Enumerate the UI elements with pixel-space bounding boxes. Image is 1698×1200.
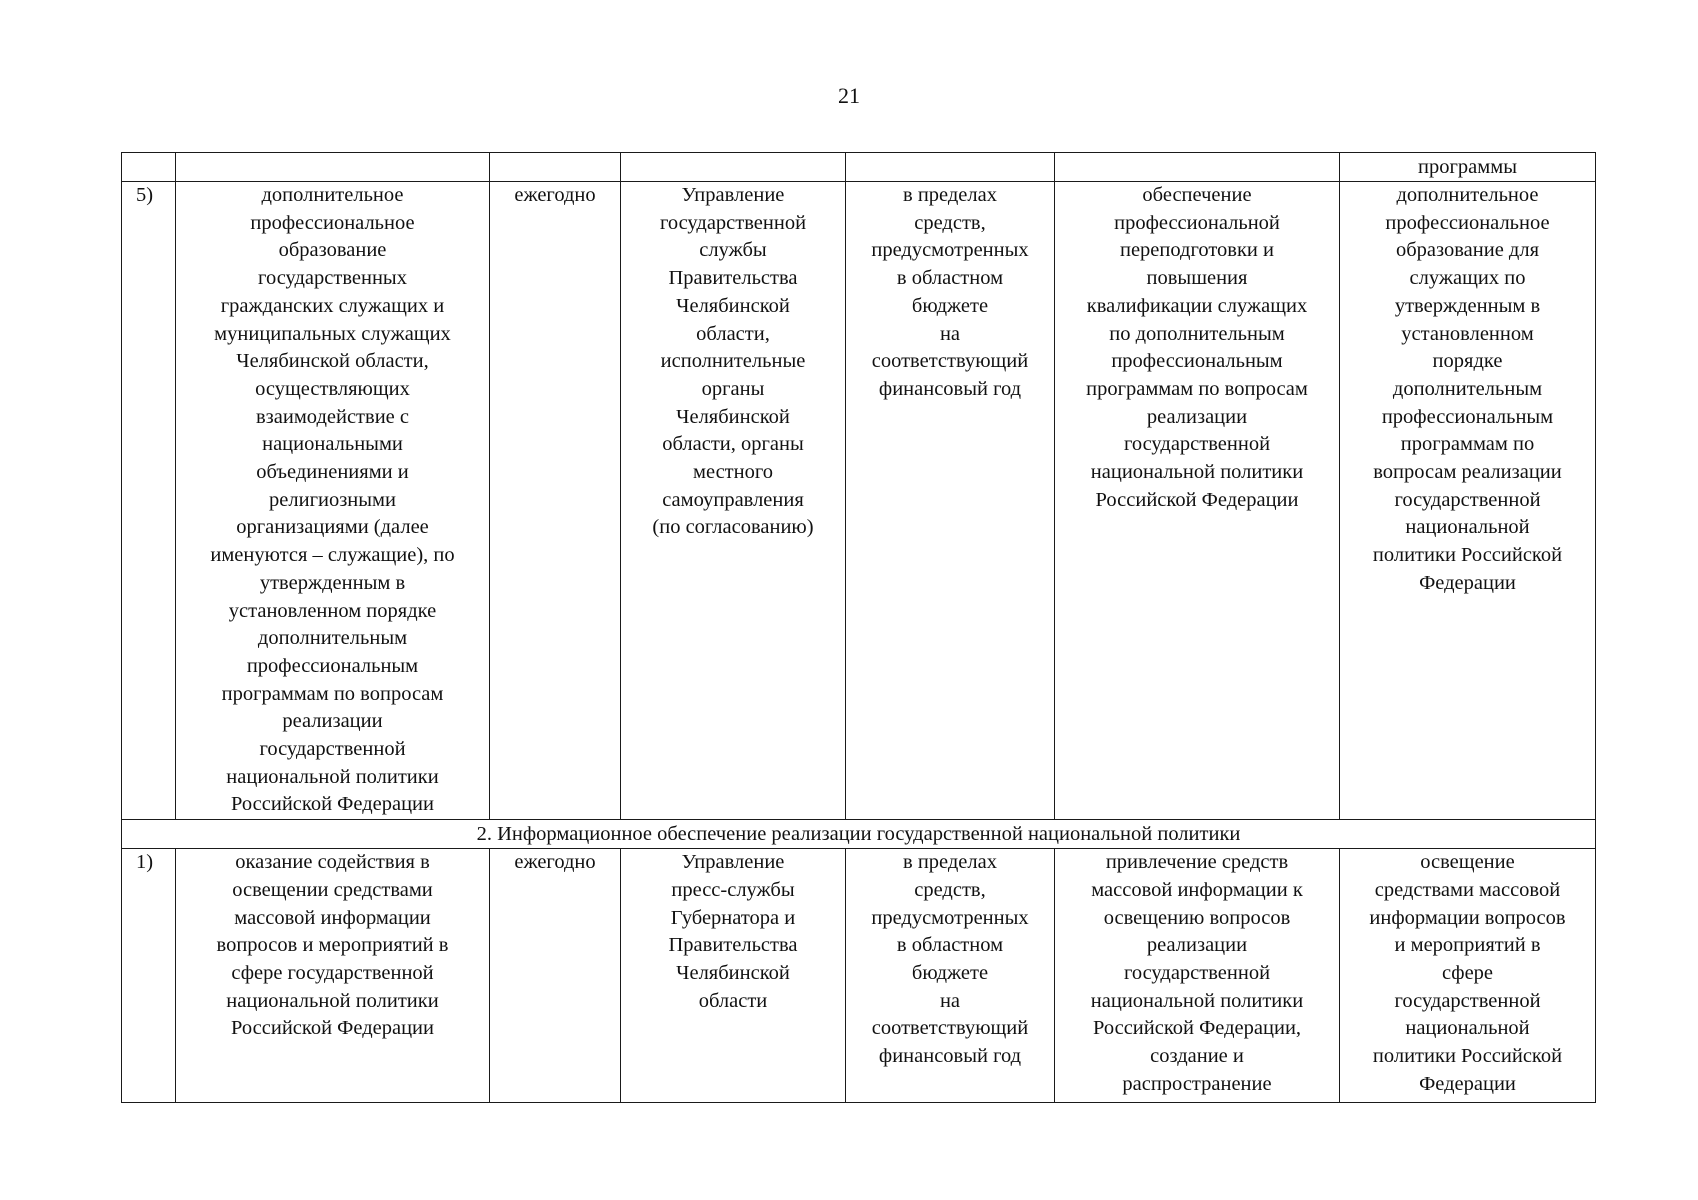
cell-text-line: Правительства bbox=[668, 934, 798, 957]
cell-text-line: образование bbox=[278, 239, 387, 262]
cell-text-line: повышения bbox=[1146, 267, 1248, 290]
cell-text-line: самоуправления bbox=[662, 488, 804, 511]
cell-text-line: финансовый год bbox=[878, 1045, 1022, 1068]
cell-text-line: осуществляющих bbox=[255, 377, 410, 400]
cell-number: 1) bbox=[122, 849, 176, 1103]
cell-text-line: профессиональное bbox=[1385, 211, 1550, 234]
cell-text-line: взаимодействие с bbox=[255, 405, 409, 428]
cell-text-line: по дополнительным bbox=[1109, 322, 1285, 345]
cell-term bbox=[490, 849, 621, 1103]
cell-text-line: порядке bbox=[1432, 350, 1503, 373]
cell-text-line: профессиональным bbox=[246, 654, 419, 677]
cell-text-line: служащих по bbox=[1409, 267, 1526, 290]
cell-text-line: профессиональное bbox=[250, 211, 415, 234]
cell-text-line: Российской Федерации bbox=[231, 1017, 434, 1040]
cell-indicator: программы bbox=[1340, 153, 1596, 182]
cell-text-line: государственной bbox=[1394, 989, 1541, 1012]
cell-text-line: оказание содействия в bbox=[235, 851, 430, 874]
section-title: 2. Информационное обеспечение реализации государственной национальной политики bbox=[122, 820, 1596, 849]
cell-result bbox=[1055, 849, 1340, 1103]
cell-text-line: средствами массовой bbox=[1374, 878, 1561, 901]
cell-text-line: бюджете bbox=[911, 294, 989, 317]
cell-text-line: пресс-службы bbox=[671, 878, 795, 901]
cell-text-line: освещение bbox=[1420, 851, 1515, 874]
cell-text-line: объединениями и bbox=[256, 461, 409, 484]
cell-text-line: дополнительным bbox=[257, 627, 408, 650]
cell-text-line: дополнительным bbox=[1392, 377, 1543, 400]
cell-text-line: Российской Федерации, bbox=[1092, 1017, 1302, 1040]
cell-text-line: на bbox=[939, 989, 961, 1012]
cell-measure bbox=[176, 182, 490, 820]
cell-text-line: освещению вопросов bbox=[1103, 906, 1291, 929]
cell-text-line: национальной политики bbox=[226, 765, 439, 788]
cell-indicator bbox=[1340, 182, 1596, 820]
cell-text-line: национальной bbox=[1405, 1017, 1530, 1040]
cell-text-line: бюджете bbox=[911, 961, 989, 984]
cell-text-line: Управление bbox=[681, 851, 785, 874]
cell-text-line: реализации bbox=[1146, 934, 1248, 957]
cell-text-line: дополнительное bbox=[261, 184, 404, 206]
cell-measure bbox=[176, 849, 490, 1103]
cell-text-line: национальной политики bbox=[226, 989, 439, 1012]
cell-executor bbox=[621, 849, 846, 1103]
cell-result bbox=[1055, 153, 1340, 182]
cell-executor bbox=[621, 153, 846, 182]
cell-text-line: сфере государственной bbox=[231, 961, 434, 984]
cell-text-line: финансовый год bbox=[878, 377, 1022, 400]
cell-text-line: организациями (далее bbox=[236, 516, 429, 539]
cell-text-line: дополнительное bbox=[1396, 184, 1539, 206]
cell-text-line: Челябинской bbox=[676, 961, 790, 984]
cell-text-line: государственных bbox=[258, 267, 407, 290]
cell-text-line: Челябинской области, bbox=[236, 350, 429, 373]
cell-result bbox=[1055, 182, 1340, 820]
cell-text-line: Губернатора и bbox=[670, 906, 796, 929]
cell-funding bbox=[846, 153, 1055, 182]
cell-number bbox=[122, 153, 176, 182]
cell-text-line: в областном bbox=[896, 267, 1004, 290]
cell-text-line: (по согласованию) bbox=[652, 516, 814, 539]
cell-text-line: Челябинской bbox=[676, 294, 790, 317]
cell-text-line: информации вопросов bbox=[1369, 906, 1566, 929]
cell-text-line: в пределах bbox=[903, 184, 997, 206]
cell-text-line: религиозными bbox=[269, 488, 396, 511]
cell-text-line: Федерации bbox=[1419, 1072, 1516, 1095]
cell-text-line: профессиональным bbox=[1111, 350, 1283, 373]
cell-text-line: установленном порядке bbox=[228, 599, 437, 622]
cell-executor bbox=[621, 182, 846, 820]
cell-text-line: создание и bbox=[1150, 1045, 1244, 1068]
cell-text-line: национальной политики bbox=[1090, 461, 1304, 484]
cell-funding bbox=[846, 849, 1055, 1103]
cell-text-line: средств, bbox=[914, 878, 986, 901]
cell-text-line: массовой информации bbox=[234, 906, 431, 929]
cell-text-line: политики Российской bbox=[1372, 544, 1563, 567]
cell-text-line: утвержденным в bbox=[1394, 294, 1541, 317]
cell-measure bbox=[176, 153, 490, 182]
cell-text-line: национальной политики bbox=[1090, 989, 1304, 1012]
cell-text-line: области, bbox=[696, 322, 770, 345]
cell-text-line: программам по вопросам bbox=[221, 682, 444, 705]
cell-text-line: квалификации служащих bbox=[1086, 294, 1308, 317]
cell-indicator bbox=[1340, 849, 1596, 1103]
section-heading-row bbox=[122, 820, 1596, 849]
cell-text-line: утвержденным в bbox=[259, 571, 406, 594]
cell-text-line: гражданских служащих и bbox=[220, 294, 445, 317]
cell-text-line: Федерации bbox=[1419, 571, 1516, 594]
cell-text-line: профессиональной bbox=[1114, 211, 1280, 234]
cell-text-line: реализации bbox=[1146, 405, 1248, 428]
cell-text-line: области, органы bbox=[662, 433, 804, 456]
cell-text-line: местного bbox=[692, 461, 773, 484]
cell-text-line: вопросам реализации bbox=[1373, 461, 1562, 484]
cell-text-line: Управление bbox=[681, 184, 785, 206]
cell-text-line: переподготовки и bbox=[1119, 239, 1274, 262]
cell-text-line: политики Российской bbox=[1372, 1045, 1563, 1068]
cell-text-line: органы bbox=[701, 377, 765, 400]
cell-term bbox=[490, 153, 621, 182]
cell-text-line: ежегодно bbox=[514, 184, 596, 206]
cell-text-line: средств, bbox=[914, 211, 986, 234]
cell-text-line: государственной bbox=[1394, 488, 1541, 511]
cell-text-line: обеспечение bbox=[1142, 184, 1252, 206]
cell-text-line: образование для bbox=[1395, 239, 1540, 262]
cell-text-line: и мероприятий в bbox=[1394, 934, 1541, 957]
page-number: 21 bbox=[838, 83, 860, 108]
cell-text-line: Российской Федерации bbox=[231, 793, 434, 816]
cell-text-line: массовой информации к bbox=[1091, 878, 1303, 901]
cell-term bbox=[490, 182, 621, 820]
cell-text-line: государственной bbox=[1123, 961, 1271, 984]
cell-text-line: программам по bbox=[1400, 433, 1535, 456]
cell-text-line: в областном bbox=[896, 934, 1004, 957]
cell-text-line: Российской Федерации bbox=[1095, 488, 1299, 511]
cell-text-line: распространение bbox=[1122, 1072, 1272, 1095]
cell-text-line: муниципальных служащих bbox=[214, 322, 451, 345]
cell-number: 5) bbox=[122, 182, 176, 820]
cell-funding bbox=[846, 182, 1055, 820]
cell-text-line: сфере bbox=[1441, 961, 1494, 984]
cell-text-line: профессиональным bbox=[1381, 405, 1554, 428]
cell-text-line: именуются – служащие), по bbox=[210, 544, 455, 567]
cell-text-line: области bbox=[698, 989, 768, 1012]
cell-text-line: вопросов и мероприятий в bbox=[216, 934, 449, 957]
continuation-row bbox=[122, 153, 1596, 182]
cell-text-line: реализации bbox=[282, 710, 383, 733]
cell-text-line: предусмотренных bbox=[871, 906, 1029, 929]
cell-text-line: исполнительные bbox=[660, 350, 806, 373]
cell-text-line: Челябинской bbox=[676, 405, 790, 428]
cell-text-line: государственной bbox=[659, 211, 807, 234]
cell-text-line: соответствующий bbox=[871, 350, 1029, 373]
cell-text-line: государственной bbox=[259, 738, 406, 761]
cell-text-line: привлечение средств bbox=[1105, 851, 1289, 874]
table-row bbox=[122, 849, 1596, 1103]
cell-text-line: государственной bbox=[1123, 433, 1271, 456]
cell-text-line: предусмотренных bbox=[871, 239, 1029, 262]
cell-text-line: в пределах bbox=[903, 851, 997, 874]
cell-text-line: соответствующий bbox=[871, 1017, 1029, 1040]
cell-text-line: национальной bbox=[1405, 516, 1530, 539]
cell-text-line: на bbox=[939, 322, 961, 345]
cell-text-line: освещении средствами bbox=[232, 878, 433, 901]
cell-text-line: Правительства bbox=[668, 267, 798, 290]
cell-text-line: ежегодно bbox=[514, 851, 596, 874]
table-row bbox=[122, 182, 1596, 820]
measures-table bbox=[121, 152, 1596, 1103]
cell-text-line: установленном bbox=[1401, 322, 1534, 345]
cell-text-line: программам по вопросам bbox=[1086, 377, 1308, 400]
cell-text-line: службы bbox=[699, 239, 767, 262]
cell-text-line: национальными bbox=[262, 433, 403, 456]
